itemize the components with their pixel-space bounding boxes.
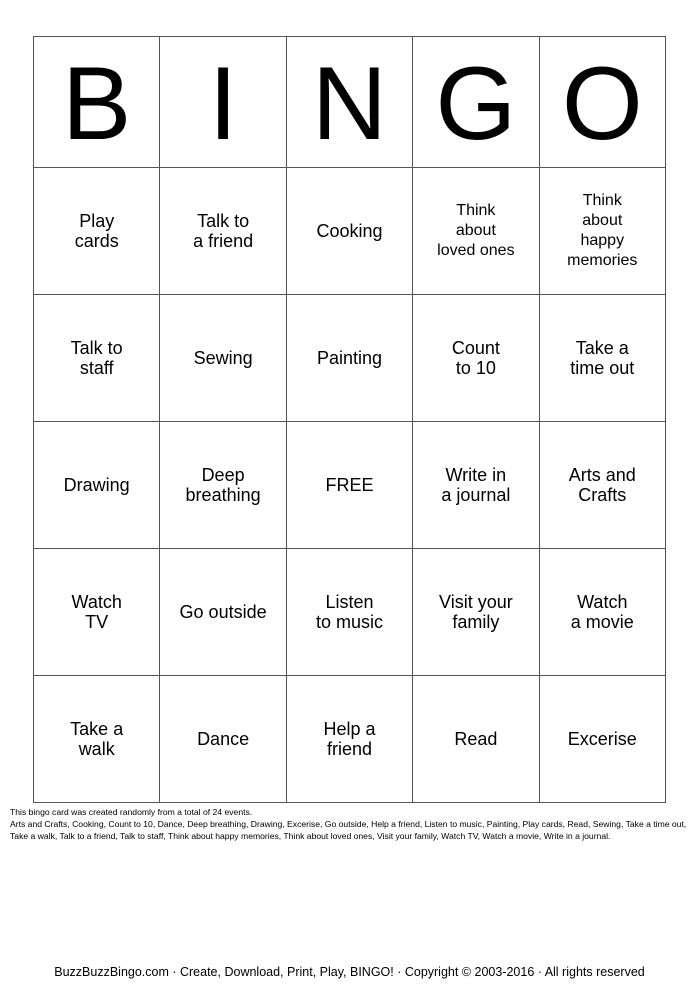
free-space-cell: FREE <box>286 422 412 549</box>
bingo-cell: Sewing <box>160 295 286 422</box>
footer-copyright: BuzzBuzzBingo.com · Create, Download, Print, Play, BINGO! · Copyright © 2003-2016 · All rights reserved <box>54 965 645 979</box>
bingo-cell: Watch a movie <box>539 549 665 676</box>
header-letter-b: B <box>34 37 160 168</box>
header-letter-g: G <box>413 37 539 168</box>
bingo-cell: Count to 10 <box>413 295 539 422</box>
card-description <box>10 806 690 842</box>
bingo-cell: Deep breathing <box>160 422 286 549</box>
bingo-cell: Help a friend <box>286 676 412 803</box>
bingo-cell: Listen to music <box>286 549 412 676</box>
bingo-cell: Talk to a friend <box>160 168 286 295</box>
bingo-row-1 <box>34 168 666 295</box>
bingo-cell: Cooking <box>286 168 412 295</box>
bingo-row-4 <box>34 549 666 676</box>
bingo-cell: Write in a journal <box>413 422 539 549</box>
bingo-cell: Talk to staff <box>34 295 160 422</box>
bingo-cell: Painting <box>286 295 412 422</box>
bingo-cell: Take a time out <box>539 295 665 422</box>
bingo-cell: Dance <box>160 676 286 803</box>
bingo-card <box>33 36 666 803</box>
bingo-cell: Think about loved ones <box>413 168 539 295</box>
card-description-events: Arts and Crafts, Cooking, Count to 10, Dance, Deep breathing, Drawing, Excerise, Go outside, Help a friend, Listen to music, Painting, Play cards, Read, Sewing, Take a time out, Take a walk, Talk to a friend, Talk to staff, Think about happy memories, Think about loved ones, Visit your family, Watch TV, Watch a movie, Write in a journal. <box>10 819 687 841</box>
header-letter-i: I <box>160 37 286 168</box>
bingo-cell: Excerise <box>539 676 665 803</box>
bingo-cell: Arts and Crafts <box>539 422 665 549</box>
bingo-row-5 <box>34 676 666 803</box>
card-description-intro: This bingo card was created randomly from a total of 24 events. <box>10 807 253 817</box>
bingo-cell: Go outside <box>160 549 286 676</box>
header-letter-o: O <box>539 37 665 168</box>
bingo-cell: Read <box>413 676 539 803</box>
bingo-row-3 <box>34 422 666 549</box>
bingo-cell: Drawing <box>34 422 160 549</box>
bingo-cell: Visit your family <box>413 549 539 676</box>
header-letter-n: N <box>286 37 412 168</box>
bingo-cell: Think about happy memories <box>539 168 665 295</box>
bingo-row-2 <box>34 295 666 422</box>
bingo-header-row <box>34 37 666 168</box>
bingo-cell: Take a walk <box>34 676 160 803</box>
bingo-cell: Play cards <box>34 168 160 295</box>
bingo-cell: Watch TV <box>34 549 160 676</box>
